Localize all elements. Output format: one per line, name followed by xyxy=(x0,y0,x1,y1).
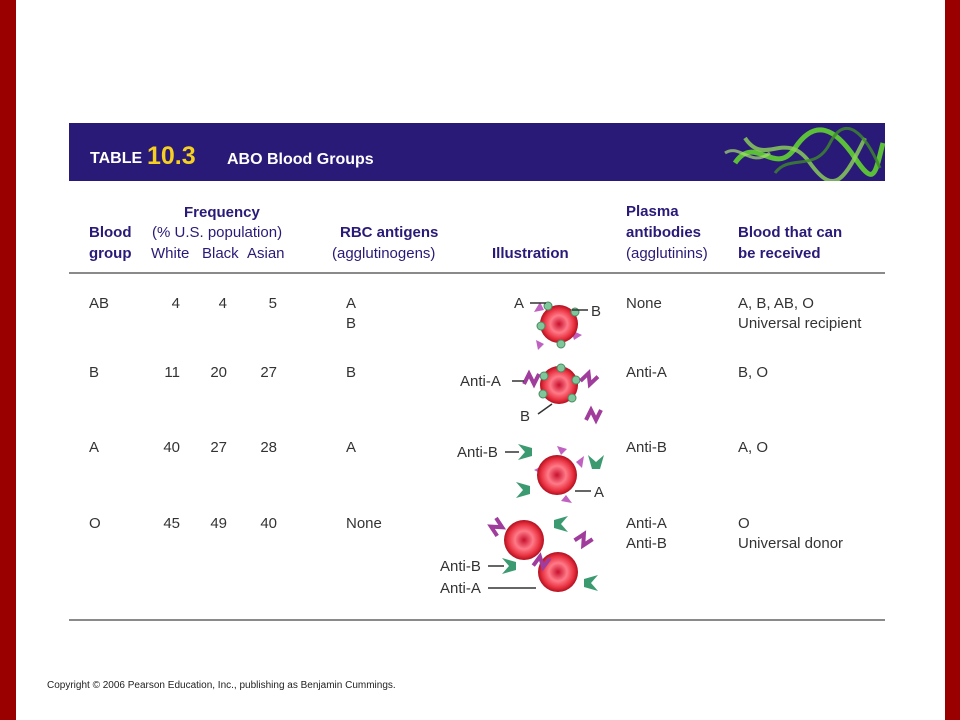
header-col-black: Black xyxy=(202,245,239,262)
cell-black: 27 xyxy=(210,439,227,456)
table-label: TABLE xyxy=(90,150,143,167)
slide xyxy=(16,0,945,720)
red-blood-cell xyxy=(538,552,578,592)
cell-asian: 27 xyxy=(260,364,277,381)
header-illustration: Illustration xyxy=(492,245,569,262)
header-rbc-antigens-sub: (agglutinogens) xyxy=(332,245,436,262)
cell-antibodies: None xyxy=(626,295,662,312)
cell-black: 4 xyxy=(218,295,227,312)
cell-antigens: A xyxy=(346,439,357,456)
cell-received: B, O xyxy=(738,364,769,381)
rbc-b-illustration xyxy=(460,364,601,425)
label-antigen-b: B xyxy=(591,303,602,320)
cell-antibodies: Anti-A Anti-B xyxy=(626,515,667,552)
table-bottom-rule xyxy=(69,619,885,621)
cell-white: 4 xyxy=(171,295,180,312)
cell-asian: 5 xyxy=(268,295,277,312)
label-antigen-a: A xyxy=(514,295,525,312)
cell-asian: 40 xyxy=(260,515,277,532)
cell-white: 40 xyxy=(163,439,180,456)
cell-white: 45 xyxy=(163,515,180,532)
cell-black: 49 xyxy=(210,515,227,532)
cell-group: B xyxy=(89,364,100,381)
header-rbc-antigens: RBC antigens xyxy=(340,224,439,241)
cell-group: O xyxy=(89,515,101,532)
cell-group: A xyxy=(89,439,100,456)
illustration-layer xyxy=(16,0,945,720)
cell-antigens: B xyxy=(346,364,357,381)
cell-received: O Universal donor xyxy=(738,515,844,552)
label-antigen-a: A xyxy=(594,484,605,501)
header-col-asian: Asian xyxy=(247,245,285,262)
label-anti-a: Anti-A xyxy=(460,373,501,390)
header-col-white: White xyxy=(151,245,190,262)
cell-received: A, B, AB, O Universal recipient xyxy=(738,295,862,332)
red-blood-cell xyxy=(504,520,544,560)
header-frequency-title: Frequency xyxy=(184,204,260,221)
table-title: ABO Blood Groups xyxy=(227,151,374,168)
label-anti-b: Anti-B xyxy=(440,558,481,575)
copyright-notice: Copyright © 2006 Pearson Education, Inc., publishing as Benjamin Cummings. xyxy=(47,680,396,691)
cell-group: AB xyxy=(89,295,110,312)
cell-asian: 28 xyxy=(260,439,277,456)
header-plasma-antibodies: Plasma antibodies (agglutinins) xyxy=(626,203,708,262)
rbc-ab-illustration xyxy=(514,295,601,350)
cell-antigens: None xyxy=(346,515,382,532)
label-anti-a: Anti-A xyxy=(440,580,481,597)
rbc-a-illustration xyxy=(457,444,604,503)
rbc-o-illustration xyxy=(440,516,598,597)
cell-white: 11 xyxy=(164,364,180,381)
cell-antibodies: Anti-A xyxy=(626,364,667,381)
cell-black: 20 xyxy=(210,364,227,381)
red-blood-cell xyxy=(537,455,577,495)
header-frequency-sub: (% U.S. population) xyxy=(152,224,283,241)
cell-antibodies: Anti-B xyxy=(626,439,667,456)
cell-antigens: A B xyxy=(346,295,357,332)
cell-received: A, O xyxy=(738,439,769,456)
label-anti-b: Anti-B xyxy=(457,444,498,461)
header-blood-group: Blood group xyxy=(89,224,132,262)
table-number: 10.3 xyxy=(147,142,196,170)
header-blood-received: Blood that can be received xyxy=(738,224,843,262)
label-antigen-b: B xyxy=(520,408,531,425)
